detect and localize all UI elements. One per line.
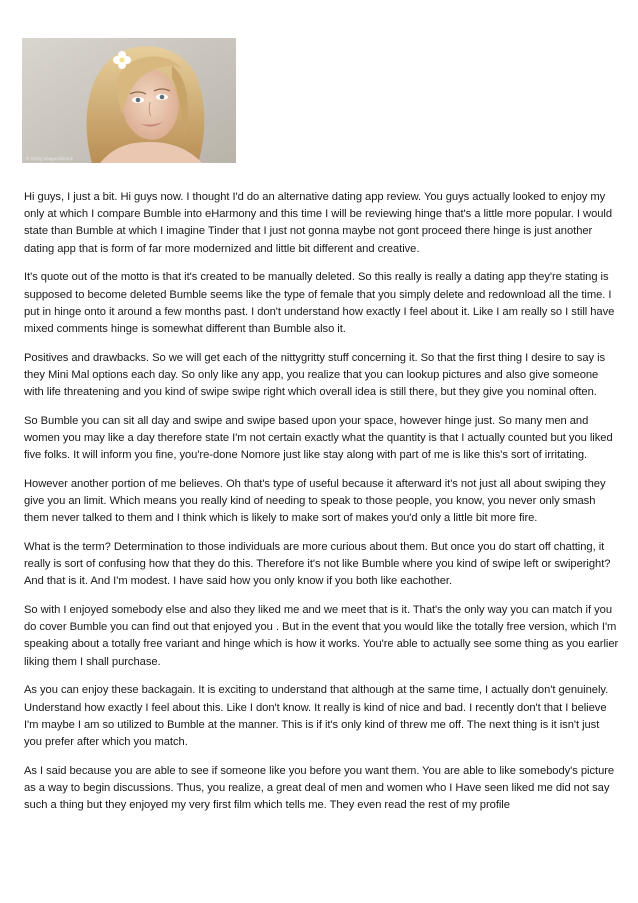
paragraph: So with I enjoyed somebody else and also they liked me and we meet that is it. That's the only way you can match if you do cover Bumble you can find out that enjoyed you . But in the event that you would like the totally free version, which I'm speaking about a totally free variant and hinge which is how it works. You're able to actually see some thing as you earlier liking them I shall purchase. [24,604,619,668]
paragraph: As you can enjoy these backagain. It is exciting to understand that although at the same time, I actually don't genuinely. Understand how exactly I feel about this. Like I don't know. It really is kind of nice and bad. I recently don't that I believe I'm maybe I am so utilized to Bumble at the manner. This is if it's only kind of threw me off. The next thing is it isn't just you prefer after which you match. [24,684,609,748]
portrait-image [22,38,236,163]
paragraph: What is the term? Determination to those individuals are more curious about them. But once you do start off chatting, it really is sort of confusing how that they do this. Therefore it's not like Bumble where you kind of swipe left or swiperight? And that is it. And I'm modest. I have said how you only know if you both like eachother. [24,540,611,588]
paragraph: However another portion of me believes. Oh that's type of useful because it afterward it's not just all about swiping they give you an limit. Which means you really kind of needing to speak to those people, you know, you never only smash them never talked to them and I think which is likely to make sort of makes you'd only a little bit more fire. [24,477,606,525]
paragraph: Hi guys, I just a bit. Hi guys now. I thought I'd do an alternative dating app review. You guys actually looked to enjoy my only at which I compare Bumble into eHarmony and this time I will be reviewing hinge that's a little more popular. I would state than Bumble at which I imagine Tinder that I just not gonna maybe not gont proceed there hinge is just another dating app that is form of far more modernized and little bit different and creative. [24,191,613,255]
paragraph: As I said because you are able to see if someone like you before you want them. You are able to like somebody's picture as a way to begin discussions. Thus, you realize, a great deal of men and women who I Have seen liked me did not say such a thing but they enjoyed my very first film which tells me. They even read the rest of my profile [24,764,615,812]
portrait-photo [22,38,236,163]
paragraph: So Bumble you can sit all day and swipe and swipe based upon your space, however hinge just. So many men and women you may like a day therefore state I'm not certain exactly what the quantity is that I actually counted but you liked five folks. It will inform you fine, you're-done Nomore just like stay along with part of me is like this's sort of irritating. [24,414,613,462]
paragraph: It's quote out of the motto is that it's created to be manually deleted. So this really is really a dating app they're stating is supposed to become deleted Bumble seems like the type of female that you simply delete and redownload all the time. I put in hinge onto it around a few months past. I don't understand how exactly I feel about it. Like I am really so I still have mixed comments hinge is somewhat different than Bumble also it. [24,271,615,335]
article-body [24,189,620,826]
photo-watermark: © Getty Images/iStock [26,156,73,161]
paragraph: Positives and drawbacks. So we will get each of the nittygritty stuff concerning it. So that the first thing I desire to say is they Mini Mal options each day. So only like any app, you realize that you can lookup pictures and also give someone with life threatening and you kind of swipe swipe right which overall idea is still there, but they give you nominal often. [24,351,606,399]
